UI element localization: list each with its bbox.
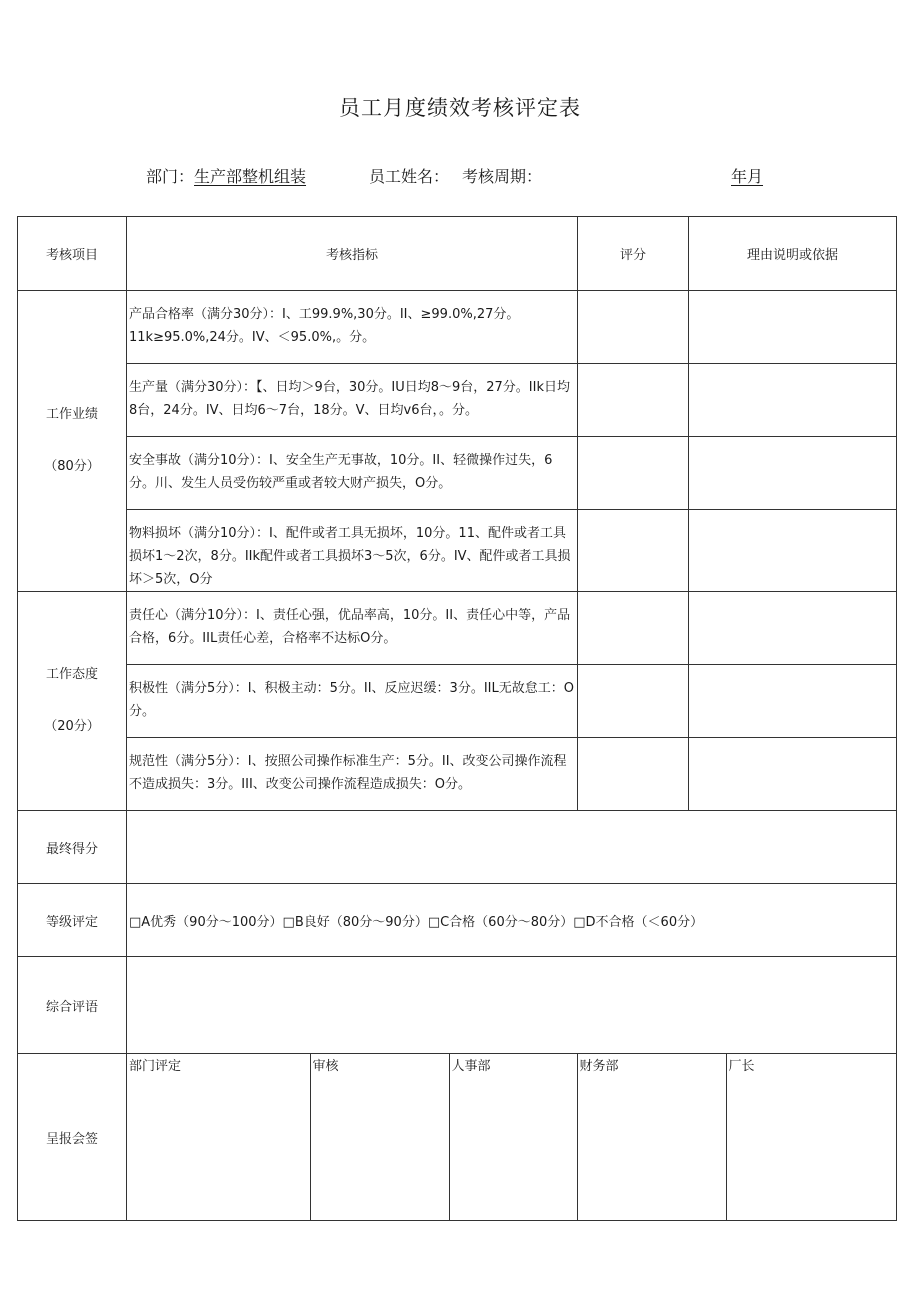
col-header-indicator: 考核指标 bbox=[127, 217, 578, 291]
category-performance-name: 工作业绩 bbox=[45, 407, 98, 422]
signoff-cells bbox=[127, 1054, 897, 1221]
indicator-output: 生产量（满分30分）：【、日均＞9台，30分。IU日均8～9台，27分。IIk日均8台，24分。IV、日均6～7台，18分。V、日均v6台，。分。 bbox=[127, 364, 578, 437]
signoff-finance[interactable]: 财务部 bbox=[577, 1054, 726, 1220]
employee-name-field bbox=[369, 164, 449, 187]
category-attitude-points: （20分） bbox=[44, 719, 100, 734]
score-cell[interactable] bbox=[578, 437, 689, 510]
category-attitude-cell bbox=[18, 592, 127, 811]
signoff-hr[interactable]: 人事部 bbox=[449, 1054, 577, 1220]
form-title: 员工月度绩效考核评定表 bbox=[339, 96, 581, 120]
review-period-value: 年月 bbox=[731, 167, 764, 186]
comment-row bbox=[18, 957, 897, 1054]
final-score-label: 最终得分 bbox=[18, 811, 127, 884]
score-cell[interactable] bbox=[578, 592, 689, 665]
signoff-row bbox=[18, 1054, 897, 1221]
final-score-value[interactable] bbox=[127, 811, 897, 884]
indicator-material-damage: 物料损坏（满分10分）：I、配件或者工具无损坏，10分。11、配件或者工具损坏1～2次，8分。IIk配件或者工具损坏3～5次，6分。IV、配件或者工具损坏＞5次，O分 bbox=[127, 510, 578, 592]
comment-label: 综合评语 bbox=[18, 957, 127, 1054]
score-cell[interactable] bbox=[578, 364, 689, 437]
col-header-score: 评分 bbox=[578, 217, 689, 291]
comment-field[interactable] bbox=[127, 957, 897, 1054]
grade-options[interactable]: □A优秀（90分～100分）□B良好（80分～90分）□C合格（60分～80分）□D不合格（＜60分） bbox=[127, 884, 897, 957]
review-period-label: 考核周期： bbox=[462, 167, 543, 186]
signoff-department[interactable]: 部门评定 bbox=[129, 1059, 182, 1074]
table-row bbox=[18, 291, 897, 364]
score-cell[interactable] bbox=[578, 291, 689, 364]
indicator-responsibility: 责任心（满分10分）：I、责任心强，优品率高，10分。II、责任心中等，产品合格，6分。IIL责任心差，合格率不达标O分。 bbox=[127, 592, 578, 665]
reason-cell[interactable] bbox=[689, 738, 897, 811]
grade-label: 等级评定 bbox=[18, 884, 127, 957]
reason-cell[interactable] bbox=[689, 291, 897, 364]
table-row bbox=[18, 510, 897, 592]
signoff-factory-director[interactable]: 厂长 bbox=[726, 1054, 897, 1220]
final-score-row bbox=[18, 811, 897, 884]
department-value: 生产部整机组装 bbox=[194, 167, 307, 186]
category-performance-cell bbox=[18, 291, 127, 592]
signoff-review[interactable]: 审核 bbox=[310, 1054, 449, 1220]
col-header-reason: 理由说明或依据 bbox=[689, 217, 897, 291]
reason-cell[interactable] bbox=[689, 665, 897, 738]
indicator-safety: 安全事故（满分10分）：I、安全生产无事故，10分。II、轻微操作过失，6分。川、发生人员受伤较严重或者较大财产损失，O分。 bbox=[127, 437, 578, 510]
col-header-item: 考核项目 bbox=[18, 217, 127, 291]
table-row bbox=[18, 364, 897, 437]
table-row bbox=[18, 738, 897, 811]
table-header-row bbox=[18, 217, 897, 291]
indicator-quality-rate: 产品合格率（满分30分）：I、工99.9%,30分。II、≥99.0%,27分。11k≥95.0%,24分。IV、＜95.0%,。分。 bbox=[127, 291, 578, 364]
employee-name-label: 员工姓名： bbox=[369, 167, 450, 186]
department-label: 部门： bbox=[146, 167, 195, 186]
indicator-initiative: 积极性（满分5分）：I、积极主动：5分。II、反应迟缓：3分。IIL无故怠工：O分。 bbox=[127, 665, 578, 738]
signoff-table bbox=[127, 1054, 897, 1220]
reason-cell[interactable] bbox=[689, 592, 897, 665]
reason-cell[interactable] bbox=[689, 364, 897, 437]
score-cell[interactable] bbox=[578, 510, 689, 592]
table-row bbox=[18, 437, 897, 510]
review-period-field bbox=[462, 164, 542, 187]
indicator-compliance: 规范性（满分5分）：I、按照公司操作标准生产：5分。II、改变公司操作流程不造成损失：3分。III、改变公司操作流程造成损失：O分。 bbox=[127, 738, 578, 811]
review-period-value-field bbox=[731, 164, 763, 187]
assessment-table bbox=[17, 216, 897, 1221]
reason-cell[interactable] bbox=[689, 510, 897, 592]
department-field bbox=[146, 164, 306, 187]
table-row bbox=[18, 665, 897, 738]
signoff-label: 呈报会签 bbox=[18, 1054, 127, 1221]
score-cell[interactable] bbox=[578, 738, 689, 811]
reason-cell[interactable] bbox=[689, 437, 897, 510]
table-row bbox=[18, 592, 897, 665]
score-cell[interactable] bbox=[578, 665, 689, 738]
category-performance-points: （80分） bbox=[44, 459, 100, 474]
category-attitude-name: 工作态度 bbox=[45, 667, 98, 682]
grade-row bbox=[18, 884, 897, 957]
